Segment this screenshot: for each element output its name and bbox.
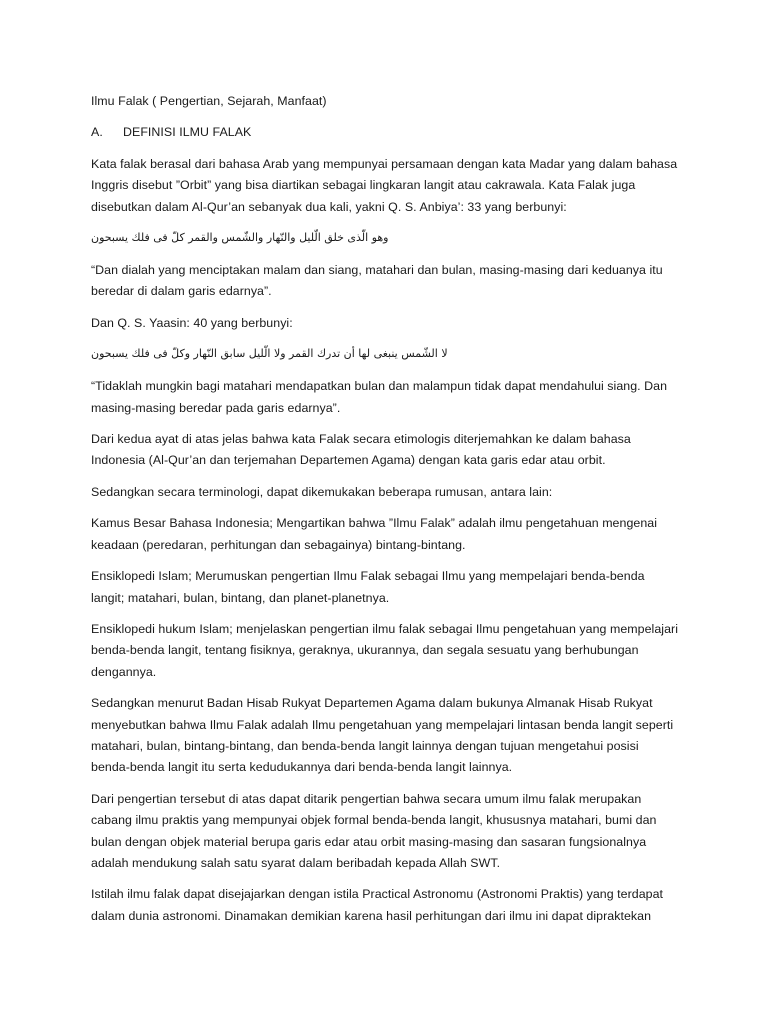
paragraph-translation-yaasin: “Tidaklah mungkin bagi matahari mendapatkan bulan dan malampun tidak dapat mendahului siang. Dan masing-masing beredar pada garis edarnya”.: [91, 379, 668, 415]
paragraph-ensiklopedi-hukum: Ensiklopedi hukum Islam; menjelaskan pengertian ilmu falak sebagai Ilmu pengetahuan yang mempelajari benda-benda langit, tentang fisiknya, geraknya, ukurannya, dan segala sesuatu yang berhubungan dengannya.: [91, 621, 679, 679]
paragraph-translation-anbiya: “Dan dialah yang menciptakan malam dan siang, matahari dan bulan, masing-masing dari keduanya itu beredar di dalam garis edarnya”.: [91, 263, 663, 299]
paragraph-ensiklopedi-islam: Ensiklopedi Islam; Merumuskan pengertian Ilmu Falak sebagai Ilmu yang mempelajari benda-benda langit; matahari, bulan, bintang, dan planet-planetnya.: [91, 569, 645, 605]
section-label: DEFINISI ILMU FALAK: [123, 125, 252, 140]
arabic-verse-anbiya: [91, 228, 679, 248]
paragraph-practical-astronomy: Istilah ilmu falak dapat disejajarkan dengan istila Practical Astronomu (Astronomi Praktis) yang terdapat dalam dunia astronomi. Dinamakan demikian karena hasil perhitungan dari ilmu ini dapat dipraktekan: [91, 887, 664, 923]
arabic-verse-yaasin-text: لا الشّمس ينبغى لها أن تدرك القمر ولا الّليل سابق النّهار وكلّ فى فلك يسبحون: [91, 347, 448, 361]
paragraph-kbbi: Kamus Besar Bahasa Indonesia; Mengartikan bahwa ”Ilmu Falak” adalah ilmu pengetahuan mengenai keadaan (peredaran, perhitungan dan sebagainya) bintang-bintang.: [91, 516, 658, 552]
section-heading: [91, 122, 679, 143]
document-body: [91, 91, 679, 937]
paragraph-definition-intro: Kata falak berasal dari bahasa Arab yang mempunyai persamaan dengan kata Madar yang dalam bahasa Inggris disebut ”Orbit” yang bisa diartikan sebagai lingkaran langit atau cakrawala. Kata Falak juga disebutkan dalam Al-Qur’an sebanyak dua kali, yakni Q. S. Anbiya’: 33 yang berbunyi:: [91, 156, 678, 214]
paragraph-etymology: Dari kedua ayat di atas jelas bahwa kata Falak secara etimologis diterjemahkan ke dalam bahasa Indonesia (Al-Qur’an dan terjemahan Departemen Agama) dengan kata garis edar atau orbit.: [91, 432, 631, 468]
arabic-verse-anbiya-text: وهو الّذى خلق الّليل والنّهار والشّمس والقمر كلّ فى فلك يسبحون: [91, 231, 389, 245]
arabic-verse-yaasin: [91, 344, 679, 364]
section-number: A.: [91, 125, 103, 140]
paragraph-badan-hisab: Sedangkan menurut Badan Hisab Rukyat Departemen Agama dalam bukunya Almanak Hisab Rukyat menyebutkan bahwa Ilmu Falak adalah Ilmu pengetahuan yang mempelajari lintasan benda langit seperti matahari, bulan, bintang-bintang, dan benda-benda langit lainnya dengan tujuan mengetahui posisi benda-benda langit itu serta kedudukannya dari benda-benda langit lainnya.: [91, 696, 674, 775]
paragraph-yaasin-intro: Dan Q. S. Yaasin: 40 yang berbunyi:: [91, 315, 293, 330]
paragraph-terminology: Sedangkan secara terminologi, dapat dikemukakan beberapa rumusan, antara lain:: [91, 484, 553, 499]
paragraph-conclusion: Dari pengertian tersebut di atas dapat ditarik pengertian bahwa secara umum ilmu falak merupakan cabang ilmu praktis yang mempunyai objek formal benda-benda langit, khususnya matahari, bumi dan bulan dengan objek material berupa garis edar atau orbit masing-masing dan sasaran fungsionalnya adalah mendukung salah satu syarat dalam beribadah kepada Allah SWT.: [91, 791, 657, 870]
document-title: Ilmu Falak ( Pengertian, Sejarah, Manfaat): [91, 94, 327, 108]
